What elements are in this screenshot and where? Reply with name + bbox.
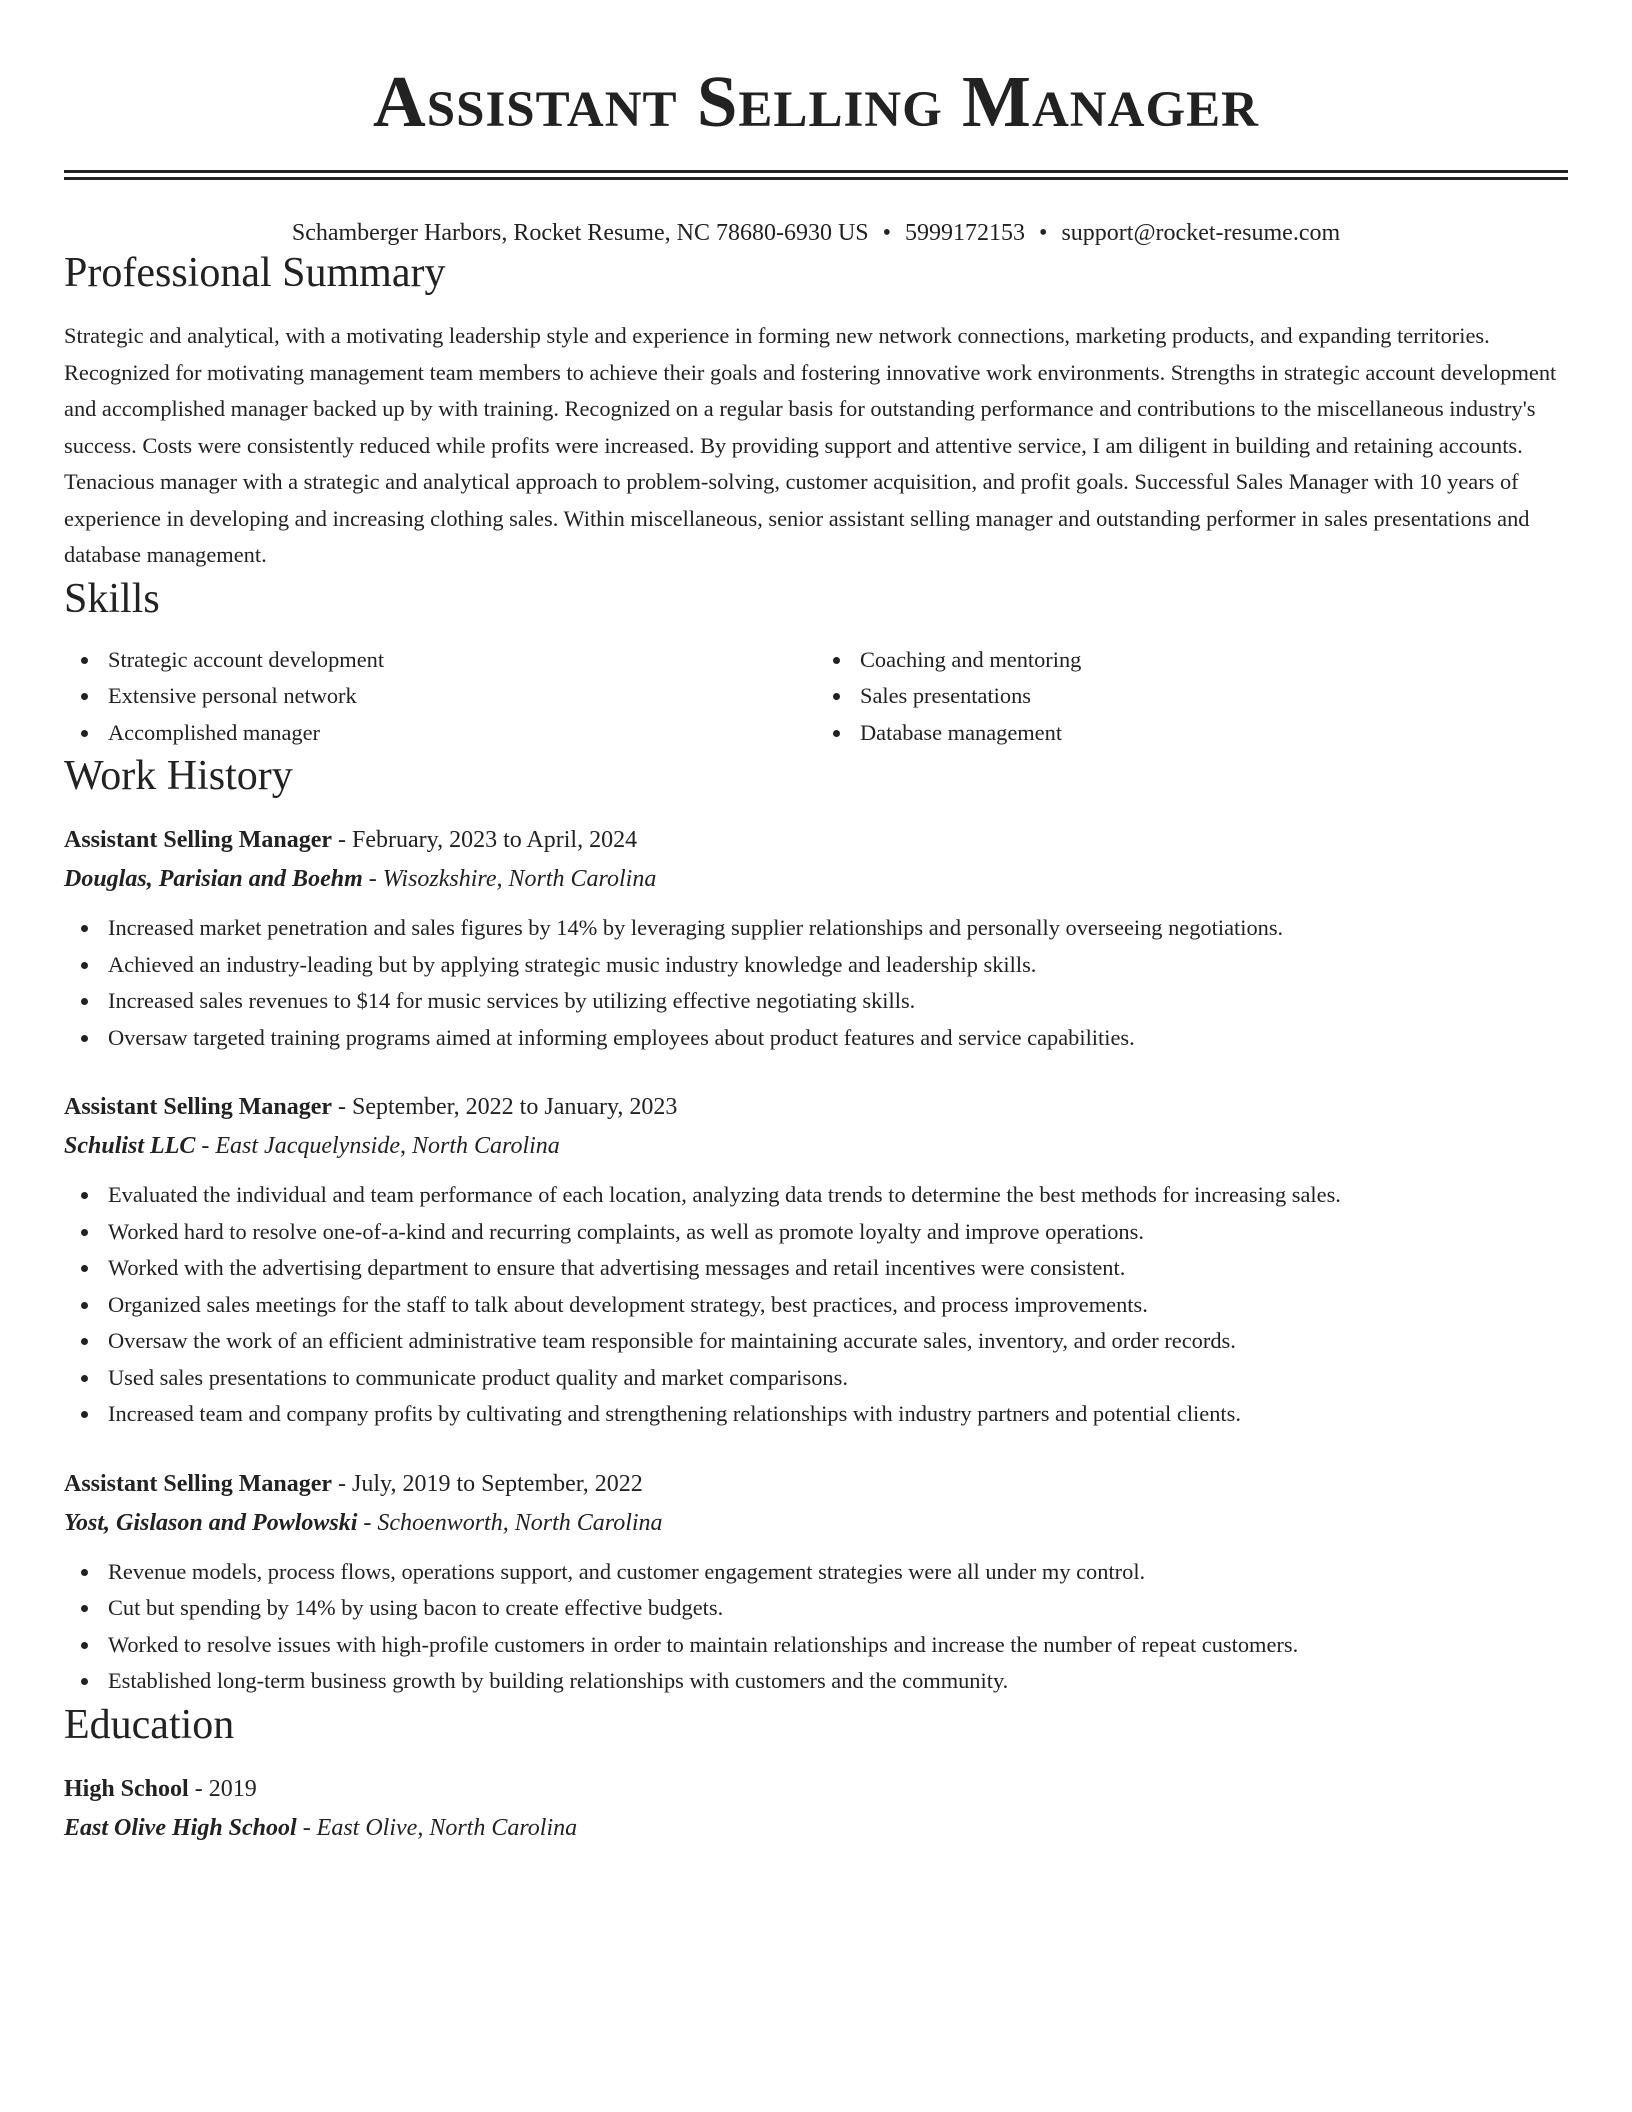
company-line xyxy=(64,862,1568,896)
company-name: Douglas, Parisian and Boehm xyxy=(64,866,363,892)
job-title-line xyxy=(64,1090,1568,1124)
job-bullet: Increased team and company profits by cultivating and strengthening relationships with industry partners and potential clients. xyxy=(108,1396,1568,1433)
contact-separator: • xyxy=(882,220,892,246)
summary-heading: Professional Summary xyxy=(64,250,446,296)
job-bullet: Organized sales meetings for the staff to talk about development strategy, best practices, and process improvements. xyxy=(108,1287,1568,1324)
job-bullet: Worked with the advertising department to ensure that advertising messages and retail incentives were consistent. xyxy=(108,1250,1568,1287)
job-bullet: Established long-term business growth by building relationships with customers and the community. xyxy=(108,1663,1568,1700)
company-line xyxy=(64,1129,1568,1163)
job-dates: - July, 2019 to September, 2022 xyxy=(332,1470,643,1497)
resume-title: Assistant Selling Manager xyxy=(373,61,1259,142)
skills-column-left xyxy=(64,642,816,752)
education-entry xyxy=(64,1772,1568,1845)
company-line xyxy=(64,1506,1568,1540)
skill-item: Strategic account development xyxy=(108,642,816,679)
job-bullets xyxy=(64,1177,1568,1433)
job-bullet: Increased sales revenues to $14 for music services by utilizing effective negotiating skills. xyxy=(108,983,1568,1020)
company-location: - Schoenworth, North Carolina xyxy=(357,1509,663,1536)
job-title: Assistant Selling Manager xyxy=(64,1094,333,1120)
job-title: Assistant Selling Manager xyxy=(64,1470,333,1497)
job-bullet: Achieved an industry-leading but by applying strategic music industry knowledge and leadership skills. xyxy=(108,947,1568,984)
contact-line xyxy=(64,218,1568,248)
degree-line xyxy=(64,1772,1568,1806)
contact-phone: 5999172153 xyxy=(905,220,1026,246)
degree-name: High School xyxy=(64,1775,189,1802)
job-dates: - February, 2023 to April, 2024 xyxy=(332,827,638,853)
job-bullet: Worked hard to resolve one-of-a-kind and recurring complaints, as well as promote loyalty and improve operations. xyxy=(108,1214,1568,1251)
job-bullets xyxy=(64,1554,1568,1700)
job-bullet: Revenue models, process flows, operations support, and customer engagement strategies were all under my control. xyxy=(108,1554,1568,1591)
job-title-line xyxy=(64,823,1568,857)
contact-address: Schamberger Harbors, Rocket Resume, NC 78680-6930 US xyxy=(291,220,869,246)
job-bullet: Oversaw the work of an efficient administrative team responsible for maintaining accurate sales, inventory, and order records. xyxy=(108,1323,1568,1360)
job-bullet: Oversaw targeted training programs aimed at informing employees about product features and service capabilities. xyxy=(108,1020,1568,1057)
job-dates: - September, 2022 to January, 2023 xyxy=(332,1094,678,1120)
degree-year: - 2019 xyxy=(188,1775,257,1802)
skill-item: Database management xyxy=(860,715,1568,752)
summary-text: Strategic and analytical, with a motivating leadership style and experience in forming new network connections, marketing products, and expanding territories. Recognized for motivating management team members to achieve their goals and fostering innovative work environments. Strengths in strategic account development and accomplished manager backed up by with training. Recognized on a regular basis for outstanding performance and contributions to the miscellaneous industry's success. Costs were consistently reduced while profits were increased. By providing support and attentive service, I am diligent in building and retaining accounts. Tenacious manager with a strategic and analytical approach to problem-solving, customer acquisition, and profit goals. Successful Sales Manager with 10 years of experience in developing and increasing clothing sales. Within miscellaneous, senior assistant selling manager and outstanding performer in sales presentations and database management. xyxy=(64,323,1557,567)
skill-item: Sales presentations xyxy=(860,678,1568,715)
contact-email: support@rocket-resume.com xyxy=(1061,220,1341,246)
job-bullet: Worked to resolve issues with high-profile customers in order to maintain relationships and increase the number of repeat customers. xyxy=(108,1627,1568,1664)
school-name: East Olive High School xyxy=(64,1814,297,1841)
school-line xyxy=(64,1811,1568,1845)
job-entry xyxy=(64,1467,1568,1700)
education-heading: Education xyxy=(64,1701,235,1748)
title-double-rule xyxy=(64,170,1568,180)
contact-separator: • xyxy=(1039,220,1048,246)
job-entry xyxy=(64,1090,1568,1433)
job-title-line xyxy=(64,1467,1568,1501)
school-location: - East Olive, North Carolina xyxy=(296,1814,578,1841)
job-entry xyxy=(64,823,1568,1056)
work-history-heading: Work History xyxy=(64,753,293,799)
company-name: Yost, Gislason and Powlowski xyxy=(64,1509,358,1536)
skill-item: Extensive personal network xyxy=(108,678,816,715)
company-location: - Wisozkshire, North Carolina xyxy=(362,866,657,892)
job-bullet: Cut but spending by 14% by using bacon to create effective budgets. xyxy=(108,1590,1568,1627)
job-bullet: Used sales presentations to communicate product quality and market comparisons. xyxy=(108,1360,1568,1397)
skill-item: Accomplished manager xyxy=(108,715,816,752)
skills-column-right xyxy=(816,642,1568,752)
skills-heading: Skills xyxy=(64,575,160,622)
job-bullet: Evaluated the individual and team performance of each location, analyzing data trends to determine the best methods for increasing sales. xyxy=(108,1177,1568,1214)
skills-grid xyxy=(64,642,1568,752)
company-name: Schulist LLC xyxy=(64,1133,196,1159)
skill-item: Coaching and mentoring xyxy=(860,642,1568,679)
job-bullets xyxy=(64,910,1568,1056)
job-title: Assistant Selling Manager xyxy=(64,827,333,853)
job-bullet: Increased market penetration and sales figures by 14% by leveraging supplier relationships and personally overseeing negotiations. xyxy=(108,910,1568,947)
company-location: - East Jacquelynside, North Carolina xyxy=(195,1133,560,1159)
